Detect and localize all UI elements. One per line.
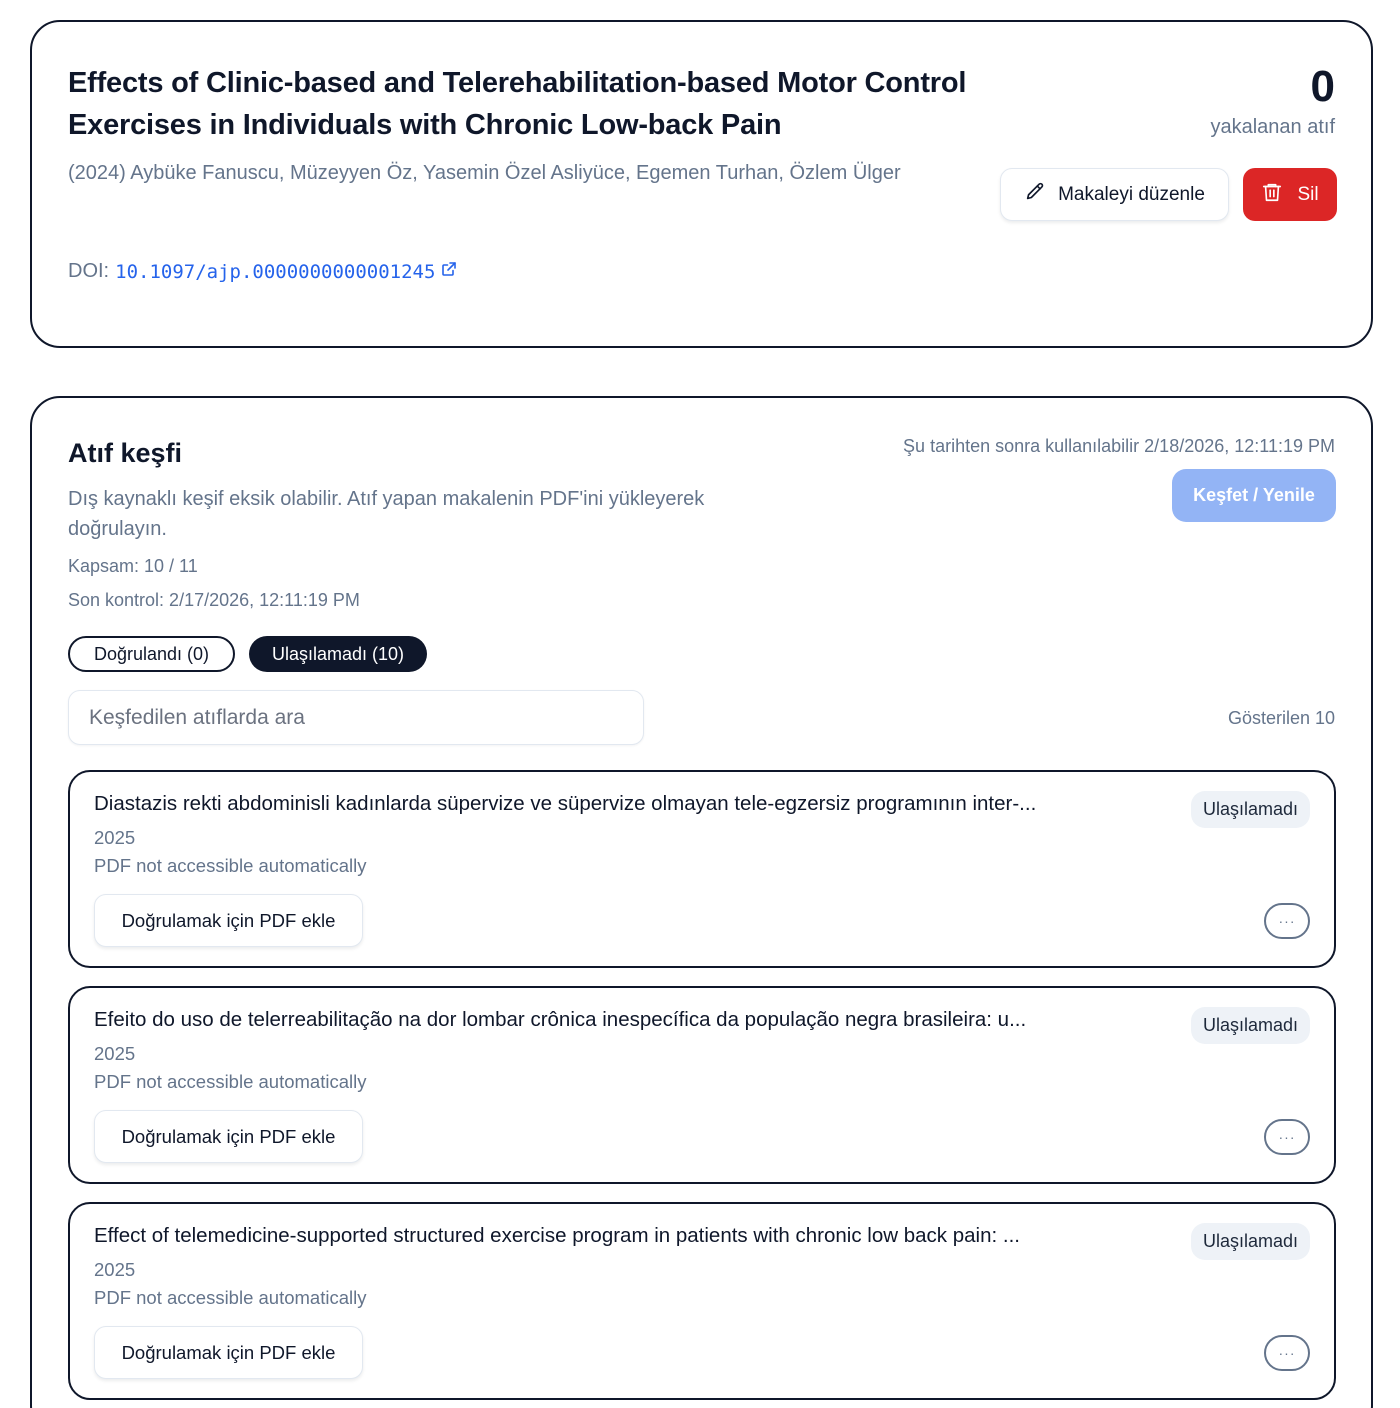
available-after-text: Şu tarihten sonra kullanılabilir 2/18/2026, 12:11:19 PM	[903, 436, 1335, 456]
pencil-icon	[1024, 181, 1046, 209]
edit-paper-button[interactable]	[1000, 168, 1229, 221]
shown-count: Gösterilen 10	[1227, 708, 1335, 728]
paper-authors: (2024) Aybüke Fanuscu, Müzeyyen Öz, Yasemin Özel Asliyüce, Egemen Turhan, Özlem Ülger	[68, 162, 901, 184]
trash-icon	[1261, 181, 1283, 209]
coverage-text: Kapsam: 10 / 11	[68, 556, 198, 576]
filter-unreached[interactable]: Ulaşılamadı (10)	[249, 636, 427, 672]
citation-status: PDF not accessible automatically	[94, 1287, 367, 1308]
citation-count: 0	[1310, 62, 1335, 111]
more-options-icon[interactable]: ···	[1264, 1335, 1310, 1371]
paper-card	[30, 20, 1373, 348]
add-pdf-button[interactable]: Doğrulamak için PDF ekle	[94, 1110, 363, 1163]
edit-paper-label: Makaleyi düzenle	[1058, 183, 1205, 205]
search-input[interactable]	[68, 690, 644, 745]
citation-status: PDF not accessible automatically	[94, 855, 367, 876]
status-badge: Ulaşılamadı	[1191, 1223, 1310, 1260]
citation-year: 2025	[94, 827, 136, 848]
citation-label: yakalanan atıf	[1210, 116, 1335, 138]
filter-verified[interactable]: Doğrulandı (0)	[68, 636, 235, 672]
status-badge: Ulaşılamadı	[1191, 791, 1310, 828]
last-check-text: Son kontrol: 2/17/2026, 12:11:19 PM	[68, 590, 360, 610]
external-link-icon[interactable]	[441, 260, 457, 283]
paper-title: Effects of Clinic-based and Telerehabilitation-based Motor Control Exercises in Individuals with Chronic Low-back Pain	[68, 67, 967, 141]
discover-refresh-button[interactable]: Keşfet / Yenile	[1172, 469, 1336, 522]
add-pdf-button[interactable]: Doğrulamak için PDF ekle	[94, 1326, 363, 1379]
citation-status: PDF not accessible automatically	[94, 1071, 367, 1092]
citation-year: 2025	[94, 1259, 136, 1280]
citation-item	[68, 770, 1336, 968]
doi-row	[68, 260, 457, 283]
citation-title[interactable]: Efeito do uso de telerreabilitação na dor lombar crônica inespecífica da população negra brasileira: u...	[94, 1008, 1027, 1031]
more-options-icon[interactable]: ···	[1264, 1119, 1310, 1155]
citation-title[interactable]: Diastazis rekti abdominisli kadınlarda süpervize ve süpervize olmayan tele-egzersiz programının inter-...	[94, 792, 1037, 815]
status-badge: Ulaşılamadı	[1191, 1007, 1310, 1044]
section-title: Atıf keşfi	[68, 438, 183, 468]
doi-label: DOI:	[68, 260, 110, 282]
doi-link[interactable]: 10.1097/ajp.0000000000001245	[115, 260, 436, 283]
citation-year: 2025	[94, 1043, 136, 1064]
citation-discovery-card	[30, 396, 1373, 1408]
more-options-icon[interactable]: ···	[1264, 903, 1310, 939]
citation-title[interactable]: Effect of telemedicine-supported structured exercise program in patients with chronic low back pain: ...	[94, 1224, 1020, 1247]
citation-item	[68, 1202, 1336, 1400]
section-description: Dış kaynaklı keşif eksik olabilir. Atıf yapan makalenin PDF'ini yükleyerek doğrulayın.	[68, 488, 705, 540]
delete-label: Sil	[1297, 183, 1319, 205]
add-pdf-button[interactable]: Doğrulamak için PDF ekle	[94, 894, 363, 947]
delete-button[interactable]	[1243, 168, 1337, 221]
citation-item	[68, 986, 1336, 1184]
